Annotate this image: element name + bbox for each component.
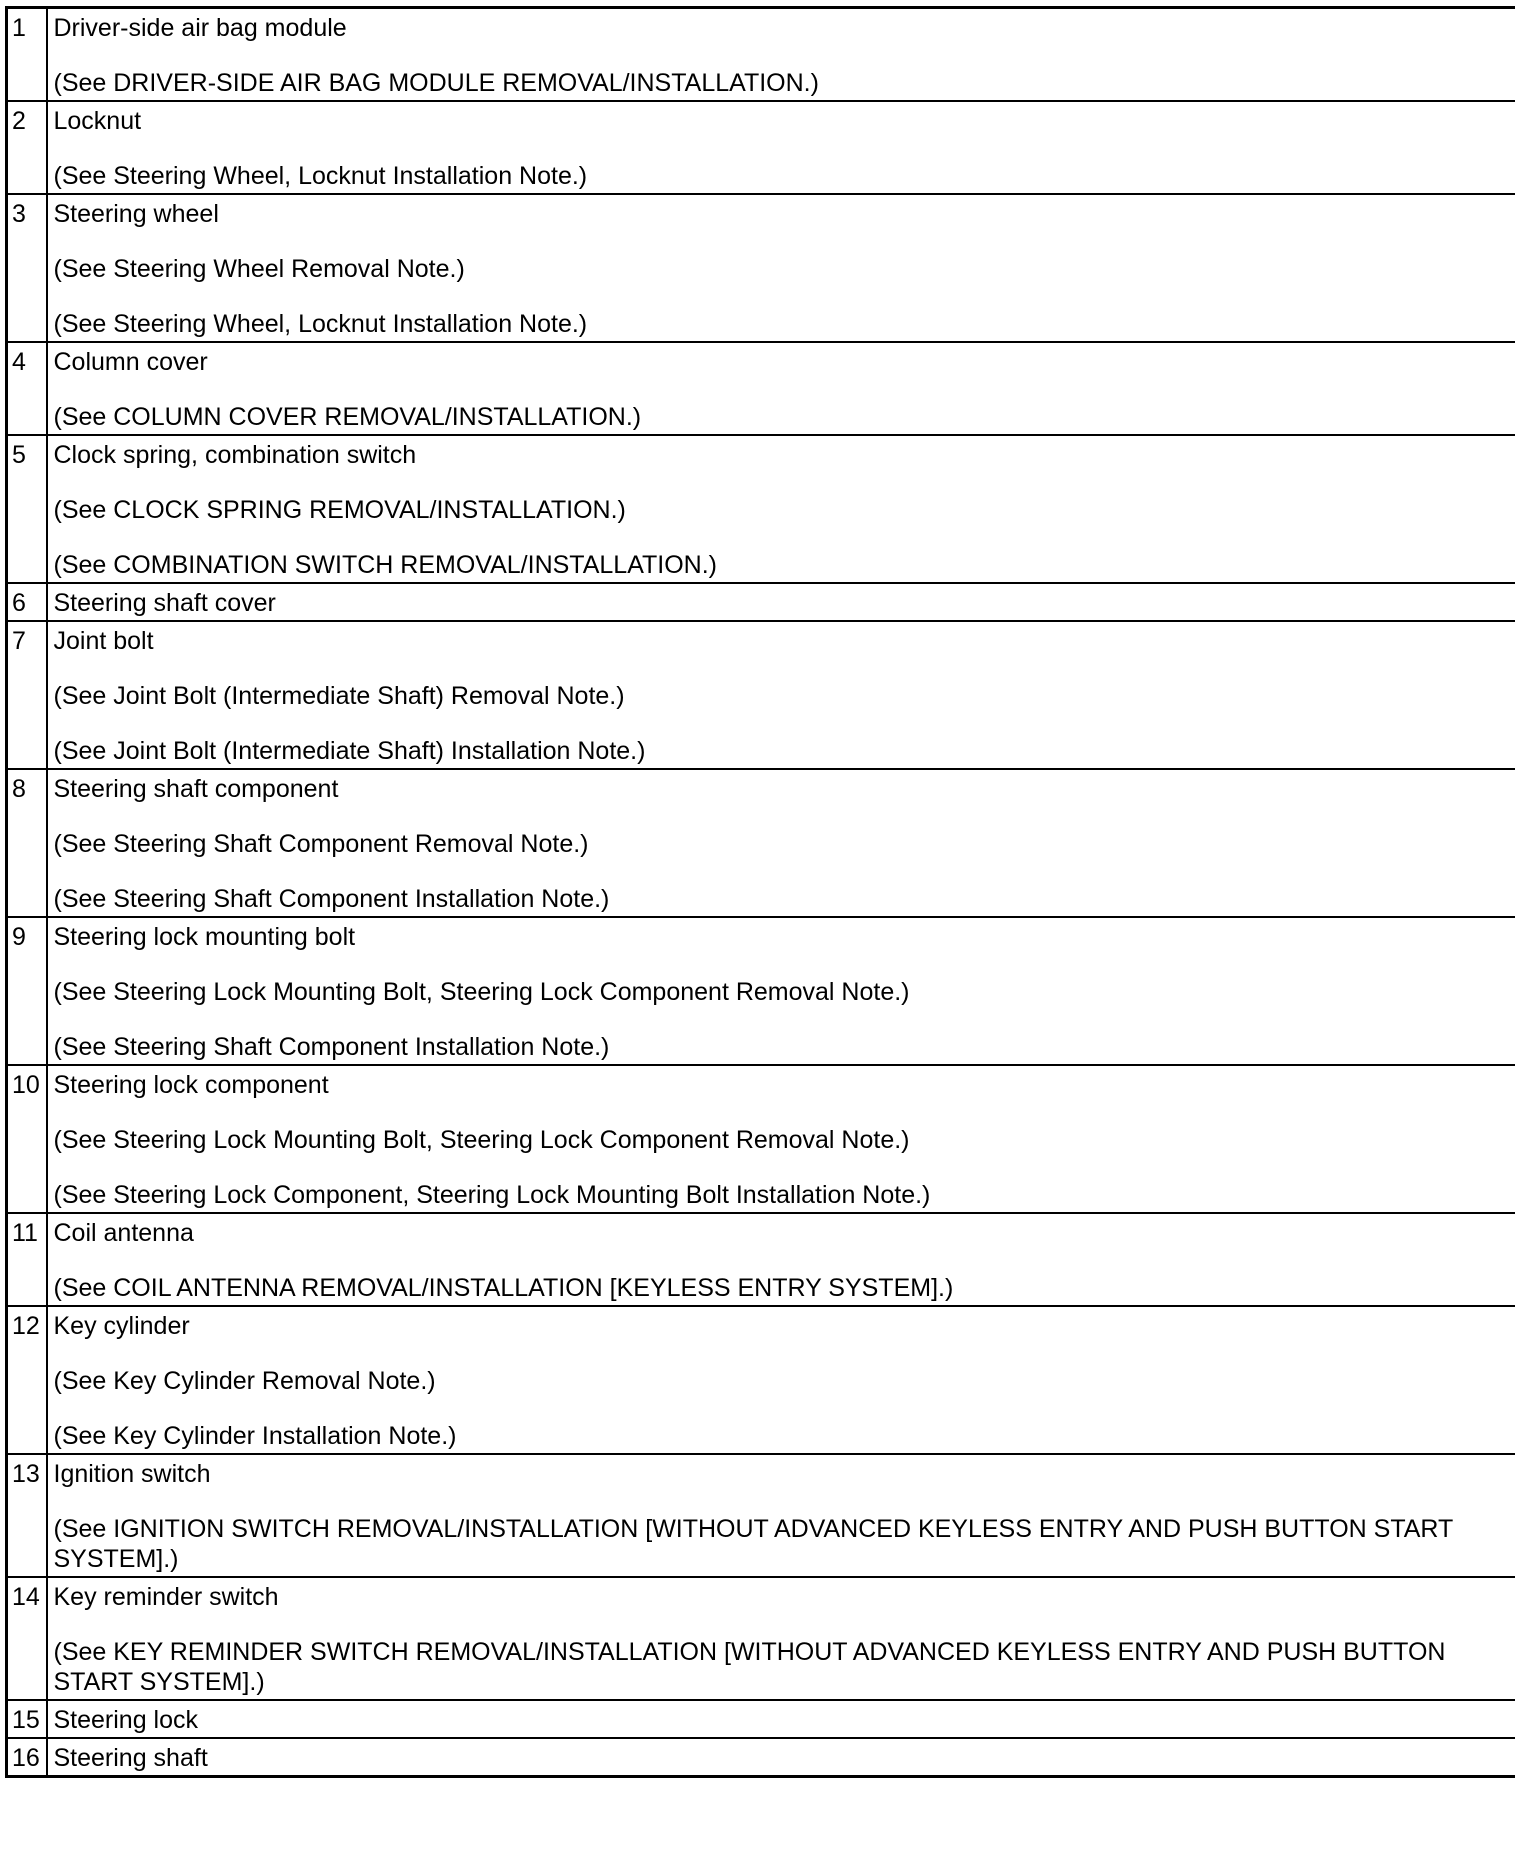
item-number: 4 <box>7 342 47 435</box>
part-name: Steering lock component <box>53 1071 329 1099</box>
table-row <box>7 621 1516 769</box>
item-number: 3 <box>7 194 47 342</box>
part-name: Coil antenna <box>53 1219 194 1247</box>
procedure-reference: (See COLUMN COVER REMOVAL/INSTALLATION.) <box>53 403 642 431</box>
procedure-reference: (See KEY REMINDER SWITCH REMOVAL/INSTALLATION [WITHOUT ADVANCED KEYLESS ENTRY AND PUSH BUTTON START SYSTEM].) <box>53 1638 1446 1696</box>
item-number: 5 <box>7 435 47 583</box>
parts-table <box>5 6 1515 1778</box>
item-number: 14 <box>7 1577 47 1700</box>
part-name: Joint bolt <box>53 627 154 655</box>
parts-table-body <box>7 8 1516 1777</box>
item-number: 8 <box>7 769 47 917</box>
item-number: 6 <box>7 583 47 621</box>
part-name: Key cylinder <box>53 1312 190 1340</box>
table-row <box>7 1306 1516 1454</box>
item-description <box>47 1738 1516 1777</box>
item-description <box>47 1306 1516 1454</box>
item-description <box>47 917 1516 1065</box>
table-row <box>7 1577 1516 1700</box>
item-number: 10 <box>7 1065 47 1213</box>
part-name: Steering shaft <box>53 1744 208 1772</box>
part-name: Steering lock mounting bolt <box>53 923 356 951</box>
table-row <box>7 1213 1516 1306</box>
part-name: Steering lock <box>53 1706 199 1734</box>
item-number: 16 <box>7 1738 47 1777</box>
table-row <box>7 1700 1516 1738</box>
item-description <box>47 1577 1516 1700</box>
procedure-reference: (See Key Cylinder Removal Note.) <box>53 1367 436 1395</box>
procedure-reference: (See Steering Shaft Component Installation Note.) <box>53 1033 610 1061</box>
procedure-reference: (See IGNITION SWITCH REMOVAL/INSTALLATION [WITHOUT ADVANCED KEYLESS ENTRY AND PUSH BUTTON START SYSTEM].) <box>53 1515 1453 1573</box>
procedure-reference: (See COIL ANTENNA REMOVAL/INSTALLATION [KEYLESS ENTRY SYSTEM].) <box>53 1274 954 1302</box>
procedure-reference: (See Key Cylinder Installation Note.) <box>53 1422 457 1450</box>
procedure-reference: (See COMBINATION SWITCH REMOVAL/INSTALLATION.) <box>53 551 718 579</box>
item-description <box>47 769 1516 917</box>
item-number: 15 <box>7 1700 47 1738</box>
item-number: 11 <box>7 1213 47 1306</box>
table-row <box>7 917 1516 1065</box>
part-name: Steering shaft component <box>53 775 339 803</box>
table-row <box>7 1738 1516 1777</box>
procedure-reference: (See Steering Shaft Component Installation Note.) <box>53 885 610 913</box>
part-name: Locknut <box>53 107 142 135</box>
procedure-reference: (See Joint Bolt (Intermediate Shaft) Removal Note.) <box>53 682 625 710</box>
procedure-reference: (See Steering Wheel Removal Note.) <box>53 255 465 283</box>
procedure-reference: (See Steering Lock Mounting Bolt, Steering Lock Component Removal Note.) <box>53 1126 910 1154</box>
procedure-reference: (See Steering Lock Component, Steering Lock Mounting Bolt Installation Note.) <box>53 1181 931 1209</box>
part-name: Column cover <box>53 348 208 376</box>
part-name: Driver-side air bag module <box>53 14 347 42</box>
procedure-reference: (See Steering Lock Mounting Bolt, Steering Lock Component Removal Note.) <box>53 978 910 1006</box>
item-description <box>47 1454 1516 1577</box>
item-description <box>47 1065 1516 1213</box>
item-number: 9 <box>7 917 47 1065</box>
table-row <box>7 435 1516 583</box>
table-row <box>7 583 1516 621</box>
item-description <box>47 342 1516 435</box>
part-name: Steering shaft cover <box>53 589 276 617</box>
part-name: Steering wheel <box>53 200 219 228</box>
procedure-reference: (See Steering Wheel, Locknut Installation Note.) <box>53 310 588 338</box>
item-number: 12 <box>7 1306 47 1454</box>
table-row <box>7 8 1516 102</box>
procedure-reference: (See Steering Wheel, Locknut Installation Note.) <box>53 162 588 190</box>
item-number: 2 <box>7 101 47 194</box>
table-row <box>7 194 1516 342</box>
table-row <box>7 101 1516 194</box>
procedure-reference: (See Steering Shaft Component Removal Note.) <box>53 830 589 858</box>
document-page <box>5 6 1515 1845</box>
item-description <box>47 1213 1516 1306</box>
table-row <box>7 1065 1516 1213</box>
item-description <box>47 194 1516 342</box>
item-description <box>47 1700 1516 1738</box>
item-number: 7 <box>7 621 47 769</box>
procedure-reference: (See DRIVER-SIDE AIR BAG MODULE REMOVAL/INSTALLATION.) <box>53 69 819 97</box>
procedure-reference: (See CLOCK SPRING REMOVAL/INSTALLATION.) <box>53 496 626 524</box>
item-number: 1 <box>7 8 47 102</box>
part-name: Clock spring, combination switch <box>53 441 417 469</box>
item-description <box>47 583 1516 621</box>
table-row <box>7 1454 1516 1577</box>
item-description <box>47 621 1516 769</box>
item-number: 13 <box>7 1454 47 1577</box>
table-row <box>7 769 1516 917</box>
table-row <box>7 342 1516 435</box>
part-name: Ignition switch <box>53 1460 211 1488</box>
part-name: Key reminder switch <box>53 1583 279 1611</box>
item-description <box>47 435 1516 583</box>
procedure-reference: (See Joint Bolt (Intermediate Shaft) Installation Note.) <box>53 737 646 765</box>
item-description <box>47 101 1516 194</box>
item-description <box>47 8 1516 102</box>
